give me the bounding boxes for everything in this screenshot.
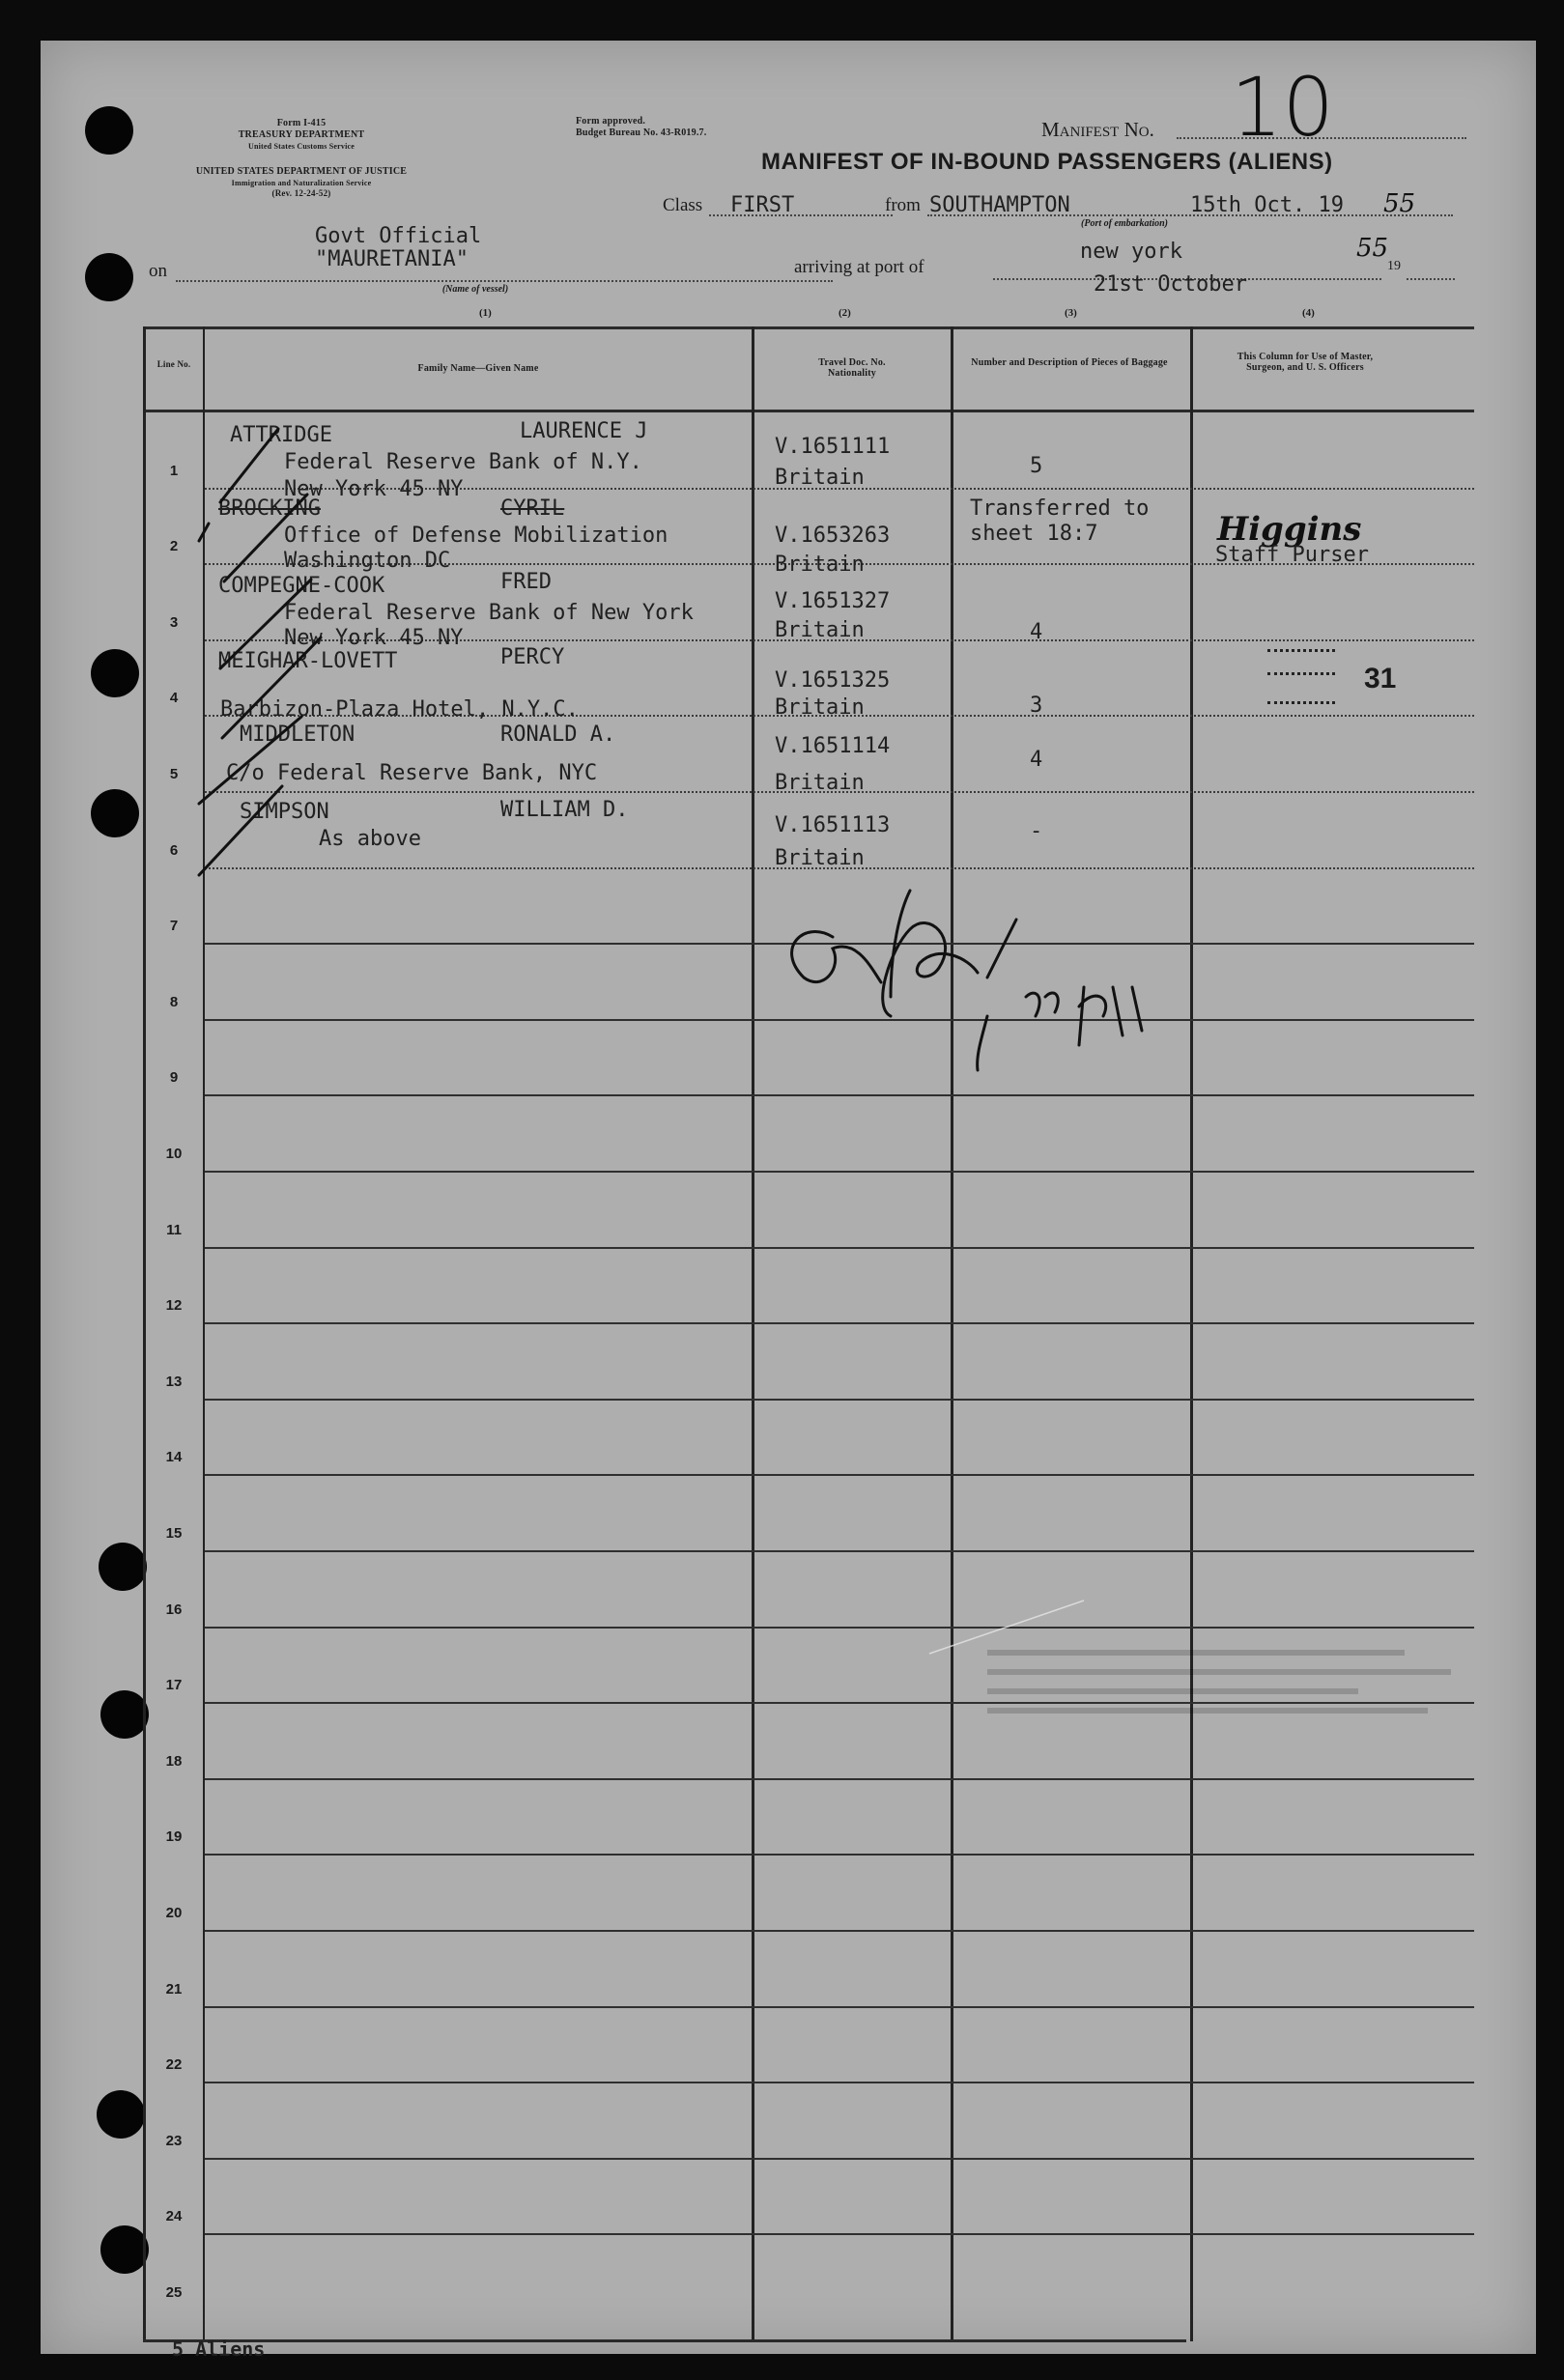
purser-signature: Higgins	[1217, 510, 1362, 549]
line-number: 15	[165, 1525, 183, 1542]
column-number: (2)	[839, 307, 851, 319]
customs-service: United States Customs Service	[247, 142, 355, 151]
travel-doc-number: V.1653263	[775, 524, 891, 548]
manifest-title: MANIFEST OF IN-BOUND PASSENGERS (ALIENS)	[761, 149, 1333, 175]
manifest-number: 10	[1231, 60, 1334, 155]
form-number: Form I-415	[276, 118, 327, 128]
from-label: from	[885, 195, 921, 215]
passenger-surname: COMPEGNE-COOK	[218, 574, 385, 598]
on-label: on	[149, 261, 167, 281]
header-line-no: Line No.	[156, 359, 191, 369]
check-mark	[220, 580, 311, 668]
line-number: 5	[169, 766, 179, 782]
line-number: 23	[165, 2133, 183, 2149]
nationality: Britain	[775, 695, 865, 720]
handwritten-marks	[41, 41, 1536, 2354]
passenger-given-name: WILLIAM D.	[500, 798, 629, 822]
aliens-total: 5 Aliens	[172, 2338, 266, 2361]
passenger-surname: SIMPSON	[240, 800, 329, 824]
vessel-caption: (Name of vessel)	[441, 284, 509, 295]
nationality: Britain	[775, 846, 865, 870]
baggage-count: -	[1030, 819, 1043, 843]
passenger-address: Barbizon-Plaza Hotel, N.Y.C.	[220, 697, 579, 722]
embark-date: 15th Oct. 19	[1190, 193, 1344, 217]
line-number: 4	[169, 690, 179, 706]
form-revision: (Rev. 12-24-52)	[271, 188, 331, 198]
line-number: 19	[165, 1828, 183, 1845]
line-number: 14	[165, 1449, 183, 1465]
handwritten-signature-time	[775, 929, 778, 930]
manifest-no-label: Manifest No.	[1041, 118, 1154, 141]
line-number: 7	[169, 918, 179, 934]
passenger-surname: MEIGHAR-LOVETT	[218, 649, 398, 673]
line-number: 1	[169, 463, 179, 479]
vessel-name: "MAURETANIA"	[315, 247, 469, 271]
header-name: Family Name—Given Name	[417, 363, 539, 374]
line-number: 17	[165, 1677, 183, 1693]
line-number: 3	[169, 614, 179, 631]
passenger-given-name: RONALD A.	[500, 722, 616, 747]
port-embark-caption: (Port of embarkation)	[1081, 218, 1168, 229]
passenger-address-2: Washington DC	[284, 549, 451, 573]
passenger-given-name: LAURENCE J	[520, 419, 648, 443]
check-mark	[220, 429, 278, 502]
travel-doc-number: V.1651111	[775, 435, 891, 459]
travel-doc-number: V.1651325	[775, 668, 891, 693]
passenger-given-name: CYRIL	[500, 496, 565, 521]
baggage-count: 3	[1030, 694, 1043, 718]
line-number: 8	[169, 994, 179, 1010]
arrival-year-prefix: 19	[1387, 259, 1401, 273]
treasury-department: TREASURY DEPARTMENT	[238, 129, 365, 140]
passenger-surname: ATTRIDGE	[230, 423, 332, 447]
passenger-address: Federal Reserve Bank of N.Y.	[284, 450, 642, 474]
line-number: 22	[165, 2056, 183, 2073]
purser-title: Staff Purser	[1215, 543, 1369, 567]
port-of-embarkation: SOUTHAMPTON	[929, 193, 1070, 217]
check-mark	[199, 717, 301, 804]
nationality: Britain	[775, 771, 865, 795]
header-travel-doc: Travel Doc. No. Nationality	[818, 357, 886, 379]
govt-official-note: Govt Official	[315, 224, 482, 248]
class-label: Class	[663, 195, 703, 215]
header-baggage: Number and Description of Pieces of Baggage	[971, 357, 1168, 368]
travel-doc-number: V.1651114	[775, 734, 891, 758]
line-number: 18	[165, 1753, 183, 1770]
check-mark	[224, 495, 307, 581]
manifest-sheet	[41, 41, 1536, 2361]
header-officers: This Column for Use of Master, Surgeon, and U. S. Officers	[1237, 352, 1374, 373]
line-number: 12	[165, 1297, 183, 1314]
officer-count: 31	[1364, 663, 1397, 694]
line-number: 13	[165, 1374, 183, 1390]
column-number: (4)	[1302, 307, 1315, 319]
travel-doc-number: V.1651113	[775, 813, 891, 837]
passenger-address: Office of Defense Mobilization	[284, 524, 668, 548]
line-number: 2	[169, 538, 179, 554]
passenger-address-2: New York 45 NY	[284, 626, 464, 650]
passenger-address: As above	[319, 827, 421, 851]
form-approved: Form approved.	[576, 116, 646, 127]
embark-year: 55	[1383, 189, 1416, 218]
passenger-address: C/o Federal Reserve Bank, NYC	[226, 761, 598, 785]
arrival-date: 21st October	[1094, 272, 1247, 297]
line-number: 21	[165, 1981, 183, 1998]
nationality: Britain	[775, 618, 865, 642]
line-number: 20	[165, 1905, 183, 1921]
passenger-surname: BROCKING	[218, 496, 321, 521]
line-number: 6	[169, 842, 179, 859]
line-number: 25	[165, 2284, 183, 2301]
class-value: FIRST	[730, 193, 795, 217]
baggage-count: 5	[1030, 454, 1043, 478]
check-mark	[199, 786, 282, 875]
arrival-port: new york	[1080, 240, 1182, 264]
nationality: Britain	[775, 466, 865, 490]
column-number: (1)	[479, 307, 492, 319]
justice-department: UNITED STATES DEPARTMENT OF JUSTICE	[195, 166, 408, 177]
passenger-surname: MIDDLETON	[240, 722, 355, 747]
baggage-count: 4	[1030, 748, 1043, 772]
arrival-year: 55	[1356, 234, 1389, 263]
line-number: 9	[169, 1069, 179, 1086]
passenger-address: Federal Reserve Bank of New York	[284, 601, 694, 625]
line-number: 10	[165, 1146, 183, 1162]
nationality: Britain	[775, 552, 865, 577]
line-number: 24	[165, 2208, 183, 2224]
passenger-given-name: PERCY	[500, 645, 565, 669]
passenger-address-2: New York 45 NY	[284, 477, 464, 501]
column-number: (3)	[1065, 307, 1077, 319]
passenger-given-name: FRED	[500, 570, 552, 594]
budget-bureau: Budget Bureau No. 43-R019.7.	[576, 128, 707, 138]
line-number: 16	[165, 1601, 183, 1618]
baggage-transferred-note: Transferred to sheet 18:7	[970, 496, 1150, 546]
travel-doc-number: V.1651327	[775, 589, 891, 613]
arriving-label: arriving at port of	[794, 257, 924, 277]
bleed-through-text	[987, 1644, 1451, 1750]
line-number: 11	[166, 1222, 182, 1238]
immigration-service: Immigration and Naturalization Service	[231, 179, 372, 187]
baggage-count: 4	[1030, 620, 1043, 644]
